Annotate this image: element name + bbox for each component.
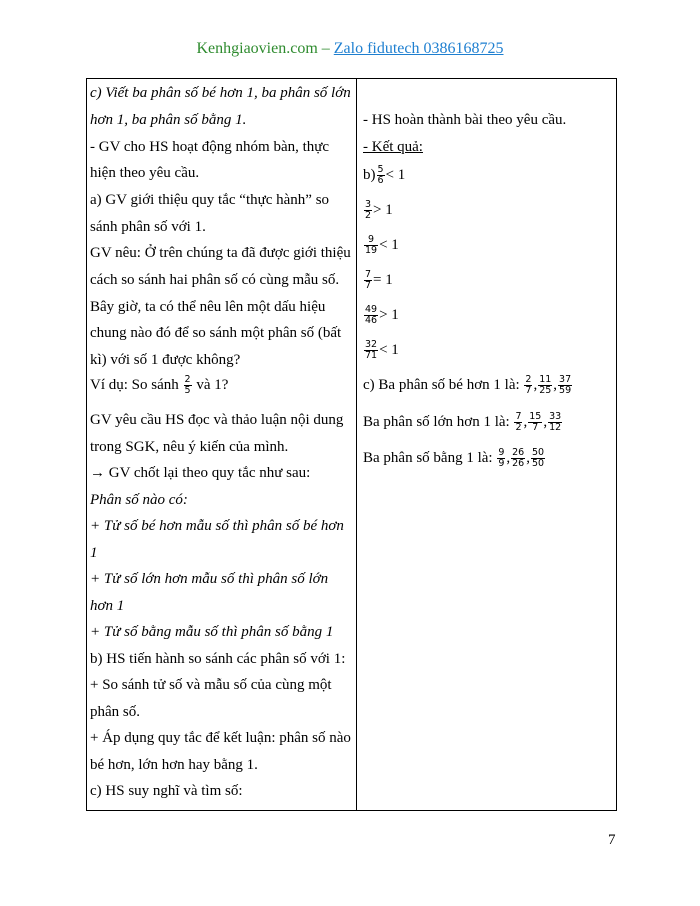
equal-to-one-row: Ba phân số bằng 1 là: $\frac{9}{9}$ , $\frac{26}{26}$ , $\frac{50}{50}$ (363, 447, 545, 469)
left-line-7: GV nêu: Ở trên chúng ta đã được giới thiệu (90, 245, 351, 261)
comparison-row: $\frac{9}{19}$ < 1 (365, 234, 399, 256)
left-line-5: a) GV giới thiệu quy tắc “thực hành” so (90, 192, 330, 208)
example-line: Ví dụ: So sánh $\frac{2}{5}$ và 1? (90, 374, 229, 396)
task-c-line-2: hơn 1, ba phân số bằng 1. (90, 112, 247, 128)
header-separator: – (317, 40, 334, 57)
less-than-one-row: c) Ba phân số bé hơn 1 là: $\frac{2}{7}$ , $\frac{11}{25}$ , $\frac{37}{59}$ (363, 374, 572, 396)
left-line-13: GV yêu cầu HS đọc và thảo luận nội dung (90, 412, 344, 428)
comparison-fraction: $\frac{7}{7}$ (365, 269, 372, 291)
left-line-15: → GV chốt lại theo quy tắc như sau: (90, 465, 311, 481)
fraction: $\frac{50}{50}$ (531, 447, 545, 469)
greater-than-one-row: Ba phân số lớn hơn 1 là: $\frac{7}{2}$ , $\frac{15}{7}$ , $\frac{33}{12}$ (363, 411, 562, 433)
comparison-row: b) $\frac{5}{6}$ < 1 (363, 164, 406, 186)
page-number: 7 (608, 832, 616, 848)
rule-greater-line-2: hơn 1 (90, 598, 125, 614)
comparison-row: $\frac{49}{46}$ > 1 (365, 304, 399, 326)
left-line-10: chung nào đó để so sánh một phân số (bất (90, 325, 342, 341)
left-line-24: phân số. (90, 704, 140, 720)
comparison-fraction: $\frac{3}{2}$ (365, 199, 372, 221)
left-line-9: Bây giờ, ta có thể nêu lên một dấu hiệu (90, 299, 326, 315)
left-line-6: sánh phân số với 1. (90, 219, 206, 235)
result-heading: - Kết quả: (363, 139, 423, 155)
left-line-4: hiện theo yêu cầu. (90, 165, 200, 181)
left-line-8: cách so sánh hai phân số có cùng mẫu số. (90, 272, 340, 288)
column-divider (356, 79, 357, 810)
fraction: $\frac{33}{12}$ (549, 411, 562, 433)
comparison-row: $\frac{32}{71}$ < 1 (365, 339, 399, 361)
fraction: $\frac{37}{59}$ (559, 374, 572, 396)
site-name: Kenhgiaovien.com (196, 40, 318, 57)
comparison-row: $\frac{3}{2}$ > 1 (365, 199, 393, 221)
comparison-fraction: $\frac{49}{46}$ (365, 304, 378, 326)
right-line-1: - HS hoàn thành bài theo yêu cầu. (363, 112, 567, 128)
left-line-22: b) HS tiến hành so sánh các phân số với 1: (90, 651, 346, 667)
comparison-fraction: $\frac{9}{19}$ (365, 234, 378, 256)
task-c-line-1: c) Viết ba phân số bé hơn 1, ba phân số lớn (90, 85, 351, 101)
fraction: $\frac{11}{25}$ (539, 374, 552, 396)
left-line-11: kì) với số 1 được không? (90, 352, 241, 368)
comparison-row: $\frac{7}{7}$ = 1 (365, 269, 393, 291)
page-header (0, 40, 700, 58)
comparison-fraction: $\frac{5}{6}$ (377, 164, 384, 186)
fraction: $\frac{2}{7}$ (525, 374, 532, 396)
lesson-table (86, 78, 617, 811)
example-fraction: $\frac{2}{5}$ (184, 374, 191, 396)
left-line-27: c) HS suy nghĩ và tìm số: (90, 783, 243, 799)
left-line-14: trong SGK, nêu ý kiến của mình. (90, 439, 289, 455)
fraction: $\frac{15}{7}$ (529, 411, 542, 433)
comparison-fraction: $\frac{32}{71}$ (365, 339, 378, 361)
left-line-3: - GV cho HS hoạt động nhóm bàn, thực (90, 139, 330, 155)
rule-heading: Phân số nào có: (90, 492, 188, 508)
fraction: $\frac{7}{2}$ (515, 411, 522, 433)
left-line-23: + So sánh tử số và mẫu số của cùng một (90, 677, 332, 693)
left-line-26: bé hơn, lớn hơn hay bằng 1. (90, 757, 258, 773)
fraction: $\frac{9}{9}$ (498, 447, 505, 469)
zalo-contact-link[interactable]: Zalo fidutech 0386168725 (333, 40, 504, 57)
rule-greater-line-1: + Tử số lớn hơn mẫu số thì phân số lớn (90, 571, 329, 587)
rule-less-line-1: + Tử số bé hơn mẫu số thì phân số bé hơn (90, 518, 344, 534)
left-line-25: + Áp dụng quy tắc để kết luận: phân số nào (90, 730, 351, 746)
rule-less-line-2: 1 (90, 545, 98, 561)
rule-equal-line: + Tử số bằng mẫu số thì phân số bằng 1 (90, 624, 334, 640)
fraction: $\frac{26}{26}$ (512, 447, 525, 469)
